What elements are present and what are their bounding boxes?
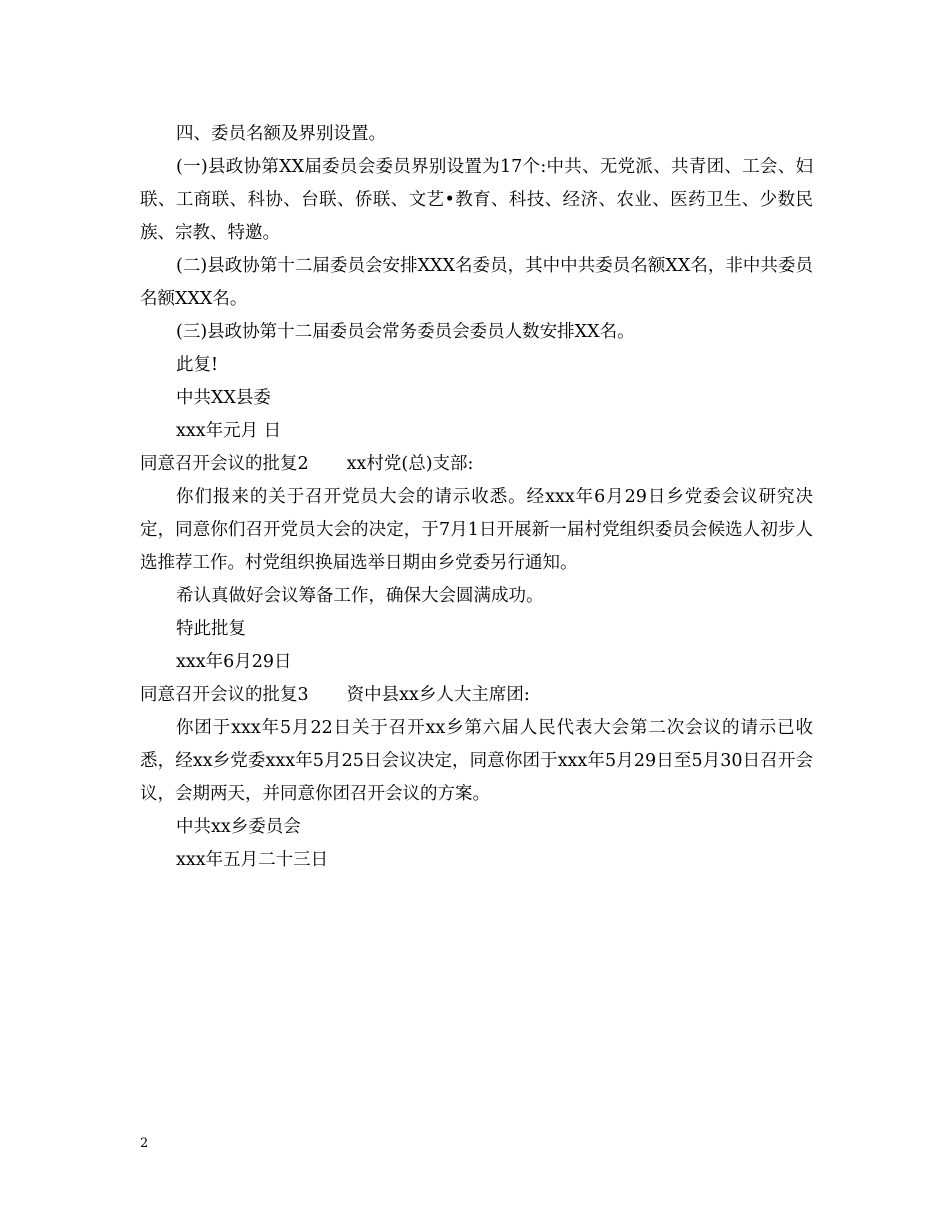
closing-approval: 特此批复 (176, 619, 246, 639)
reply-recipient: xx村党(总)支部: (346, 454, 474, 474)
reply-heading-3 (140, 679, 813, 712)
reply-title: 同意召开会议的批复2 (140, 454, 309, 474)
closing-reply: 此复! (176, 355, 219, 375)
paragraph-preparation: 希认真做好会议筹备工作，确保大会圆满成功。 (176, 586, 544, 606)
section-heading-committee-quota: 四、委员名额及界别设置。 (176, 124, 386, 144)
signature-county-committee: 中共XX县委 (176, 388, 271, 408)
date-line: xxx年6月29日 (176, 652, 292, 672)
reply-heading-2 (140, 448, 813, 481)
reply-title: 同意召开会议的批复3 (140, 685, 309, 705)
document-body (140, 118, 813, 877)
reply-recipient: 资中县xx乡人大主席团: (346, 685, 530, 705)
page-number: 2 (140, 1136, 149, 1151)
date-line: xxx年五月二十三日 (176, 850, 329, 870)
signature-township-committee: 中共xx乡委员会 (176, 817, 301, 837)
paragraph-standing-committee: (三)县政协第十二届委员会常务委员会委员人数安排XX名。 (176, 322, 635, 342)
paragraph-party-meeting-approval: 你们报来的关于召开党员大会的请示收悉。经xxx年6月29日乡党委会议研究决定，同意你们召开党员大会的决定，于7月1日开展新一届村党组织委员会候选人初步人选推荐工作。村党组织换届选举日期由乡党委另行通知。 (140, 487, 813, 573)
date-line: xxx年元月 日 (176, 421, 282, 441)
paragraph-member-quota: (二)县政协第十二届委员会安排XXX名委员，其中中共委员名额XX名，非中共委员名额XXX名。 (140, 256, 813, 309)
paragraph-congress-meeting-approval: 你团于xxx年5月22日关于召开xx乡第六届人民代表大会第二次会议的请示已收悉，经xx乡党委xxx年5月25日会议决定，同意你团于xxx年5月29日至5月30日召开会议，会期两天，并同意你团召开会议的方案。 (140, 718, 813, 804)
paragraph-sector-settings: (一)县政协第XX届委员会委员界别设置为17个:中共、无党派、共青团、工会、妇联、工商联、科协、台联、侨联、文艺•教育、科技、经济、农业、医药卫生、少数民族、宗教、特邀。 (140, 157, 813, 243)
